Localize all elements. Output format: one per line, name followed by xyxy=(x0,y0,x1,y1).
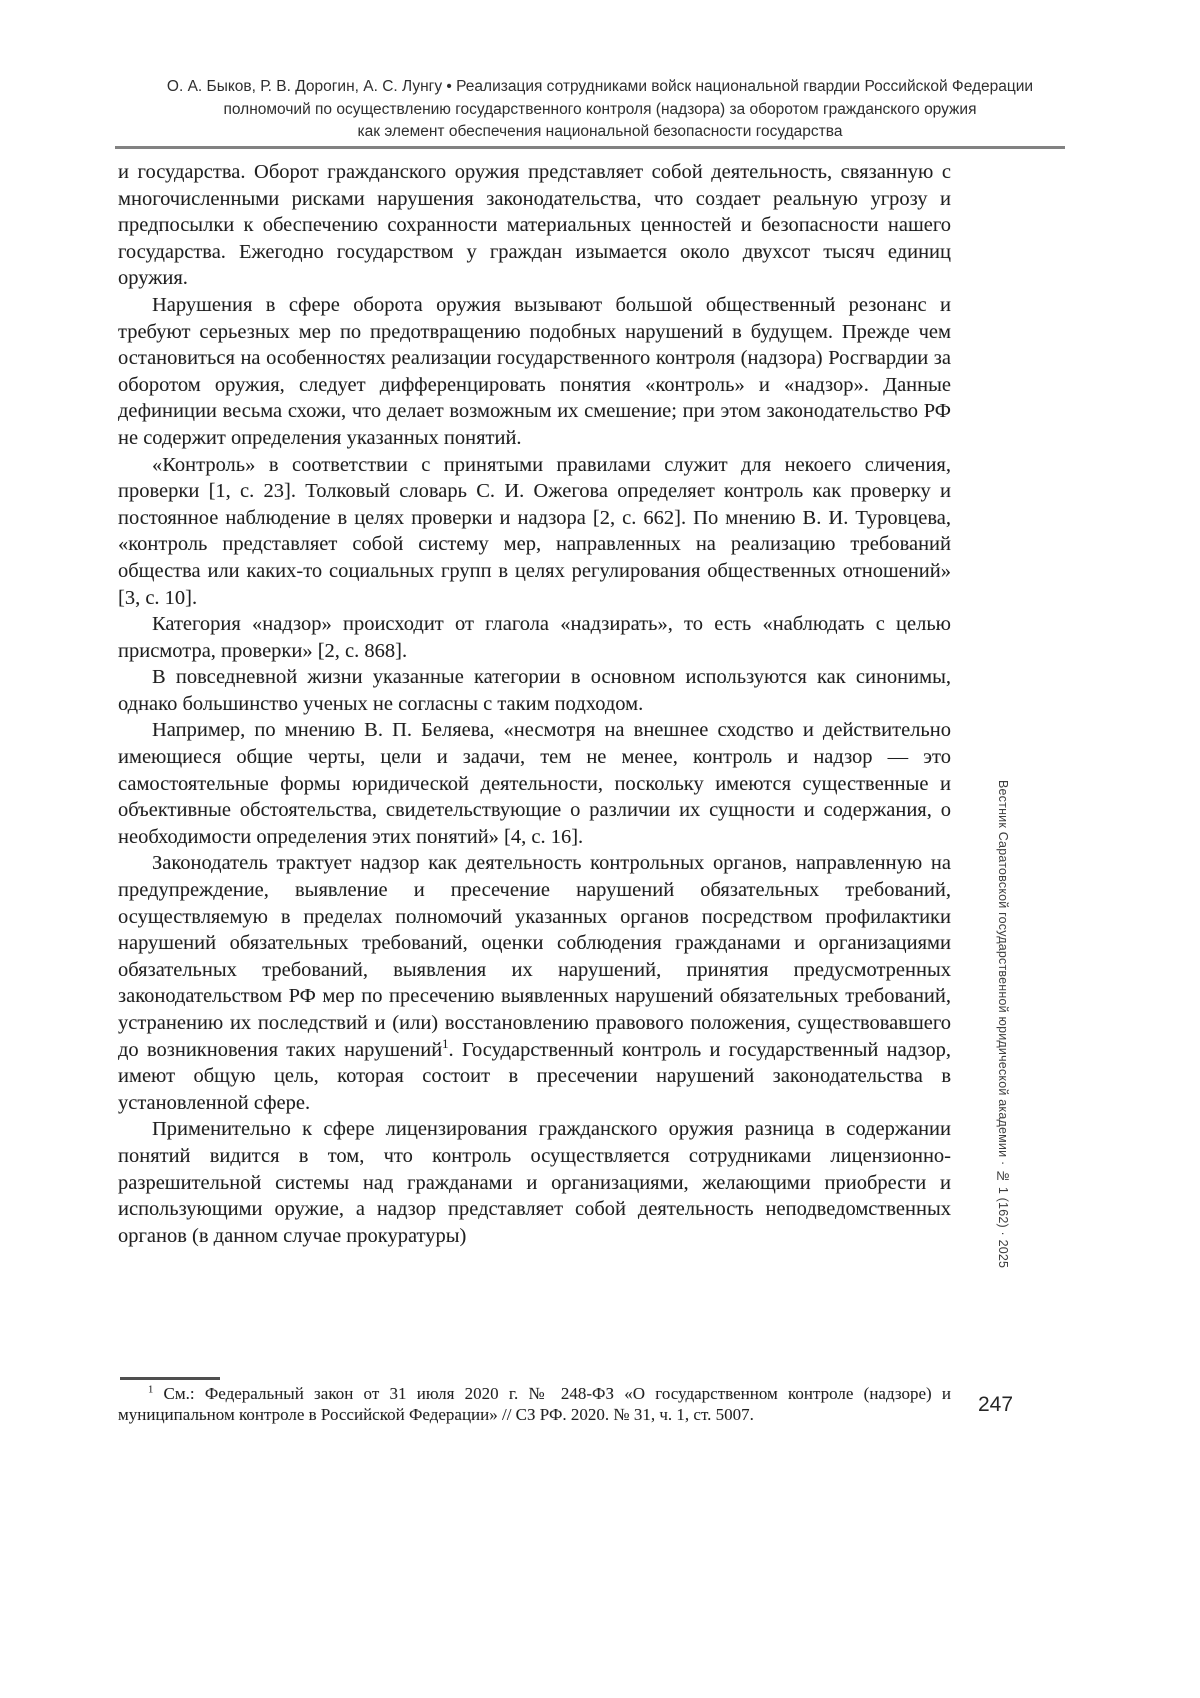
running-header-line-2: полномочий по осуществлению государственного контроля (надзора) за оборотом гражданского оружия xyxy=(223,100,977,118)
footnote-text: См.: Федеральный закон от 31 июля 2020 г. № 248-ФЗ «О государственном контроле (надзоре) и муниципальном контроле в Российской Федерации» // СЗ РФ. 2020. № 31, ч. 1, ст. 5007. xyxy=(118,1384,951,1424)
running-header-line-1: О. А. Быков, Р. В. Дорогин, А. С. Лунгу • Реализация сотрудниками войск национальной гвардии Российской Федерации xyxy=(166,78,1034,95)
paragraph-6: Например, по мнению В. П. Беляева, «несмотря на внешнее сходство и действительно имеющиеся общие черты, цели и задачи, тем не менее, контроль и надзор — это самостоятельные формы юридической деятельности, поскольку имеются существенные и объективные обстоятельства, свидетельствующие о различии их сущности и содержания, о необходимости определения этих понятий» [4, с. 16]. xyxy=(118,719,951,848)
paragraph-4: Категория «надзор» происходит от глагола «надзирать», то есть «наблюдать с целью присмотра, проверки» [2, с. 868]. xyxy=(118,613,951,662)
paragraph-8: Применительно к сфере лицензирования гражданского оружия разница в содержании понятий видится в том, что контроль осуществляется сотрудниками лицензионно-разрешительной системы над гражданами и организациями, желающими приобрести и использующими оружие, а надзор представляет собой деятельность неподведомственных органов (в данном случае прокуратуры) xyxy=(118,1118,951,1247)
footnote-1 xyxy=(118,1384,951,1426)
page-number: 247 xyxy=(978,1393,1014,1416)
footnote-marker: 1 xyxy=(148,1384,154,1396)
journal-spine-text: Вестник Саратовской государственной юридической академии · № 1 (162) · 2025 xyxy=(996,780,1010,1269)
paragraph-5: В повседневной жизни указанные категории в основном используются как синонимы, однако большинство ученых не согласны с таким подходом. xyxy=(118,666,951,715)
paragraph-1: и государства. Оборот гражданского оружия представляет собой деятельность, связанную с многочисленными рисками нарушения законодательства, что создает реальную угрозу и предпосылки к обеспечению сохранности материальных ценностей и безопасности нашего государства. Ежегодно государством у граждан изымается около двухсот тысяч единиц оружия. xyxy=(118,161,951,290)
paragraph-7 xyxy=(118,850,951,1116)
paragraph-2: Нарушения в сфере оборота оружия вызывают большой общественный резонанс и требуют серьезных мер по предотвращению подобных нарушений в будущем. Прежде чем остановиться на особенностях реализации государственного контроля (надзора) Росгвардии за оборотом оружия, следует дифференцировать понятия «контроль» и «надзор». Данные дефиниции весьма схожи, что делает возможным их смешение; при этом законодательство РФ не содержит определения указанных понятий. xyxy=(118,293,951,449)
paragraph-7-text-before-ref: Законодатель трактует надзор как деятельность контрольных органов, направленную на предупреждение, выявление и пресечение нарушений обязательных требований, осуществляемую в пределах полномочий указанных органов посредством профилактики нарушений обязательных требований, оценки соблюдения гражданами и организациями обязательных требований, выявления их нарушений, принятия предусмотренных законодательством РФ мер по пресечению выявленных нарушений обязательных требований, устранению их последствий и (или) восстановлению правового положения, существовавшего до возникновения таких нарушений xyxy=(118,852,951,1061)
paragraph-7-text-after-ref: . Государственный контроль и государственный надзор, имеют общую цель, которая состоит в пресечении нарушений законодательства в установленной сфере. xyxy=(118,1038,951,1114)
article-body xyxy=(118,159,951,1249)
paragraph-3: «Контроль» в соответствии с принятыми правилами служит для некоего сличения, проверки [1, с. 23]. Толковый словарь С. И. Ожегова определяет контроль как проверку и постоянное наблюдение в целях проверки и надзора [2, с. 662]. По мнению В. И. Туровцева, «контроль представляет собой систему мер, направленных на реализацию требований общества или каких-то социальных групп в целях регулирования общественных отношений» [3, с. 10]. xyxy=(118,453,951,609)
running-header-line-3: как элемент обеспечения национальной безопасности государства xyxy=(357,123,843,140)
footnote-separator xyxy=(120,1377,220,1380)
header-rule xyxy=(115,146,1065,149)
footnote-reference-1: 1 xyxy=(442,1036,449,1051)
running-header xyxy=(100,76,1100,144)
